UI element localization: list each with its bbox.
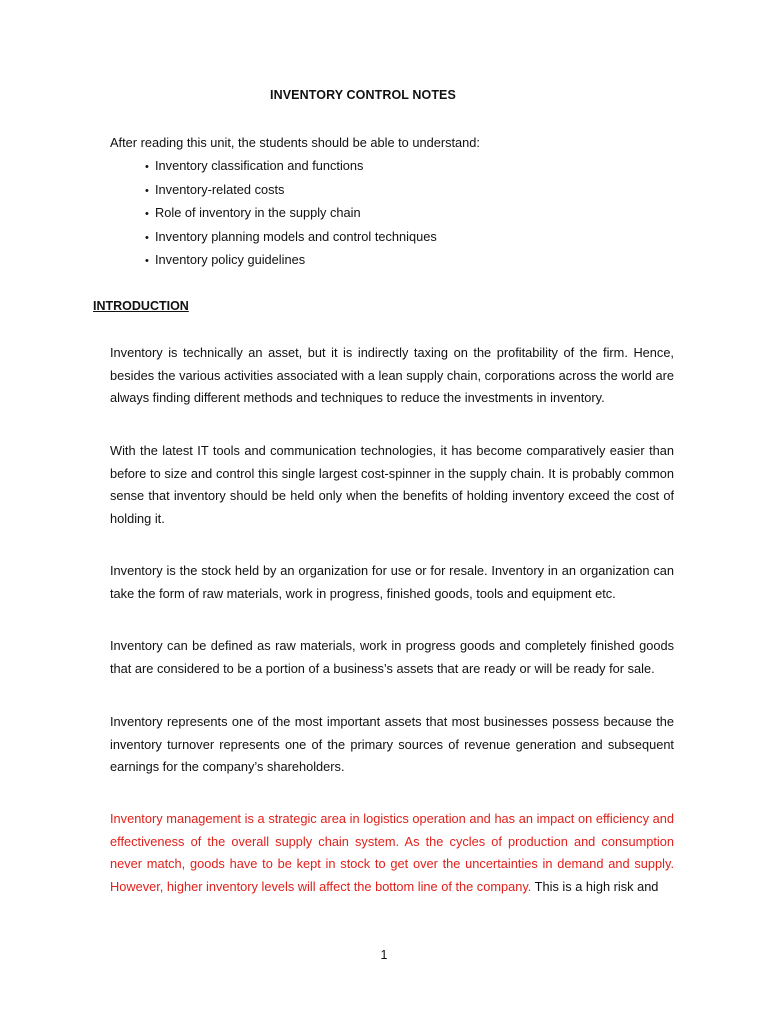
objectives-intro: After reading this unit, the students should be able to understand: xyxy=(110,135,480,150)
list-item: • Inventory planning models and control techniques xyxy=(145,227,437,251)
paragraph: Inventory represents one of the most important assets that most businesses possess because the inventory turnover represents one of the primary sources of revenue generation and subsequent earnings for the company’s shareholders. xyxy=(110,714,674,775)
list-item: • Inventory-related costs xyxy=(145,180,437,204)
paragraph: With the latest IT tools and communication technologies, it has become comparatively easier than before to size and control this single largest cost-spinner in the supply chain. It is probably common sense that inventory should be held only when the benefits of holding inventory exceed the cost of holding it. xyxy=(110,443,674,526)
paragraph: Inventory is the stock held by an organization for use or for resale. Inventory in an organization can take the form of raw materials, work in progress, finished goods, tools and equipment etc. xyxy=(110,563,674,601)
page-number: 1 xyxy=(380,948,388,962)
paragraph: Inventory can be defined as raw materials, work in progress goods and completely finished goods that are considered to be a portion of a business’s assets that are ready or will be ready for sale. xyxy=(110,638,674,676)
bullet-icon: • xyxy=(145,255,149,268)
bullet-icon: • xyxy=(145,161,149,173)
bullet-icon: • xyxy=(145,231,149,244)
paragraph: Inventory is technically an asset, but it is indirectly taxing on the profitability of the firm. Hence, besides the various activities associated with a lean supply chain, corporations across the world are always finding different methods and techniques to reduce the investments in inventory. xyxy=(110,345,674,406)
bullet-icon: • xyxy=(145,208,149,221)
paragraph-inventory-management xyxy=(110,808,674,898)
list-item: • Inventory classification and functions xyxy=(145,156,437,180)
list-item: • Inventory policy guidelines xyxy=(145,250,437,274)
highlighted-text: Inventory management is a strategic area in logistics operation and has an impact on efficiency and effectiveness of the overall supply chain system. As the cycles of production and consumption never match, goods have to be kept in stock to get over the uncertainties in demand and supply. However, higher inventory levels will affect the bottom line of the company. xyxy=(110,811,674,894)
plain-text: This is a high risk and xyxy=(531,878,659,894)
section-heading-introduction: INTRODUCTION xyxy=(93,299,189,313)
list-item: • Role of inventory in the supply chain xyxy=(145,203,437,227)
document-title: INVENTORY CONTROL NOTES xyxy=(270,88,456,102)
bullet-icon: • xyxy=(145,184,149,197)
objectives-list xyxy=(145,156,437,274)
